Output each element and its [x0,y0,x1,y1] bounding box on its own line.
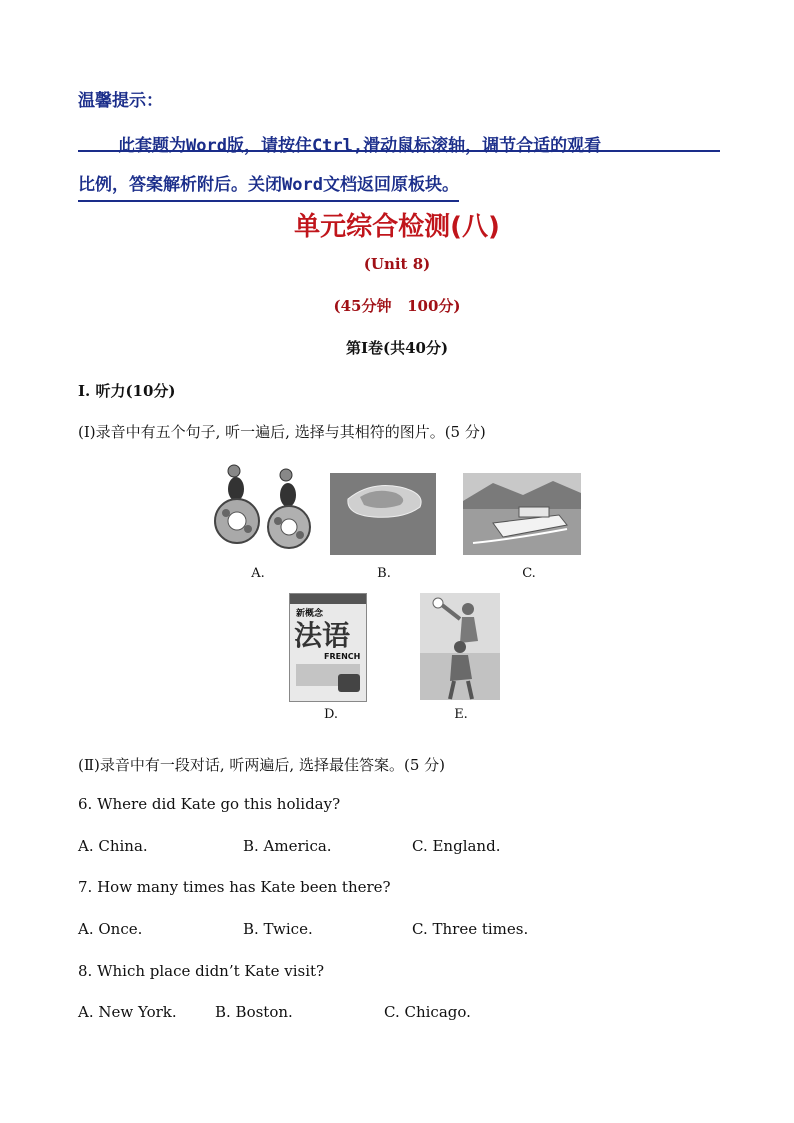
question-6: 6. Where did Kate go this holiday? [78,795,341,813]
earrings-icon [212,463,312,555]
picture-label-d: D. [323,707,339,722]
time-score: (45分钟 100分) [333,297,461,315]
part1-instructions: (Ⅰ)录音中有五个句子, 听一遍后, 选择与其相符的图片。(5 分) [78,423,486,441]
q6-option-a: A. China. [78,837,148,855]
yacht-icon [463,473,581,555]
tip-body [78,127,724,205]
q6-option-b: B. America. [243,837,332,855]
picture-label-b: B. [377,566,391,581]
tip-title: 温馨提示： [78,91,163,111]
unit-label: (Unit 8) [363,255,431,273]
tip-line-1: 此套题为Word版，请按住Ctrl,滑动鼠标滚轴，调节合适的观看 [118,136,602,156]
tip-line-2: 比例，答案解析附后。关闭Word文档返回原板块。 [78,172,459,202]
french-book-icon [289,593,367,702]
question-8: 8. Which place didn’t Kate visit? [78,962,325,980]
section-heading: Ⅰ. 听力(10分) [78,382,176,400]
q8-option-b: B. Boston. [215,1003,293,1021]
part2-instructions: (Ⅱ)录音中有一段对话, 听两遍后, 选择最佳答案。(5 分) [78,756,445,774]
book-title-text: 法语 [294,619,351,652]
picture-label-a: A. [251,566,265,581]
page-title: 单元综合检测(八) [294,212,500,242]
q7-option-a: A. Once. [78,920,143,938]
q8-option-a: A. New York. [78,1003,177,1021]
q6-option-c: C. England. [412,837,501,855]
picture-label-e: E. [454,707,468,722]
book-series-text: 新概念 [296,609,324,619]
question-7: 7. How many times has Kate been there? [78,878,391,896]
picture-label-c: C. [522,566,536,581]
island-icon [330,473,436,555]
beach-volleyball-icon [420,593,500,700]
q8-option-c: C. Chicago. [384,1003,471,1021]
q7-option-c: C. Three times. [412,920,529,938]
book-sub-text: FRENCH [324,652,361,661]
q7-option-b: B. Twice. [243,920,313,938]
volume-heading: 第Ⅰ卷(共40分) [345,339,449,357]
